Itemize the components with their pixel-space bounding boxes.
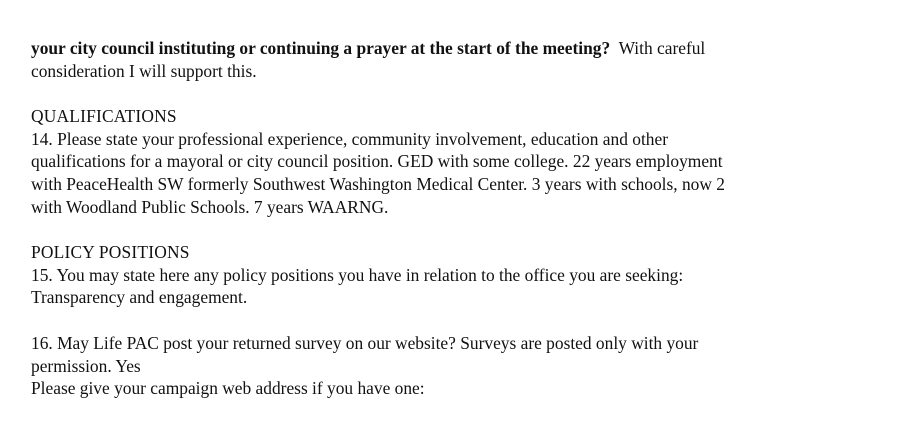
campaign-web-address-prompt: Please give your campaign web address if you have one: [31, 378, 425, 399]
question-13-answer-end: consideration I will support this. [31, 60, 257, 81]
question-13-text: your city council instituting or continuing a prayer at the start of the meeting? [31, 38, 611, 58]
question-13-block [31, 37, 881, 82]
policy-heading: POLICY POSITIONS [31, 242, 190, 263]
question-16-block [31, 332, 881, 400]
question-14-line-4: with Woodland Public Schools. 7 years WAARNG. [31, 196, 389, 217]
paragraph-gap [31, 82, 881, 105]
paragraph-gap [31, 218, 881, 241]
qualifications-heading: QUALIFICATIONS [31, 106, 177, 127]
question-16-line-2: permission. Yes [31, 355, 141, 376]
paragraph-gap [31, 309, 881, 332]
question-14-line-3: with PeaceHealth SW formerly Southwest Washington Medical Center. 3 years with schools, now 2 [31, 173, 725, 194]
question-13-line-1 [31, 37, 881, 60]
question-14-line-2: qualifications for a mayoral or city council position. GED with some college. 22 years employment [31, 151, 723, 172]
policy-section [31, 241, 881, 309]
question-15-answer: Transparency and engagement. [31, 287, 248, 308]
question-15-line-1: 15. You may state here any policy positions you have in relation to the office you are seeking: [31, 264, 684, 285]
qualifications-section [31, 105, 881, 218]
question-16-line-1: 16. May Life PAC post your returned survey on our website? Surveys are posted only with your [31, 332, 699, 353]
question-14-line-1: 14. Please state your professional experience, community involvement, education and other [31, 128, 668, 149]
document-page [31, 37, 881, 400]
question-13-answer-start: With careful [618, 38, 706, 58]
